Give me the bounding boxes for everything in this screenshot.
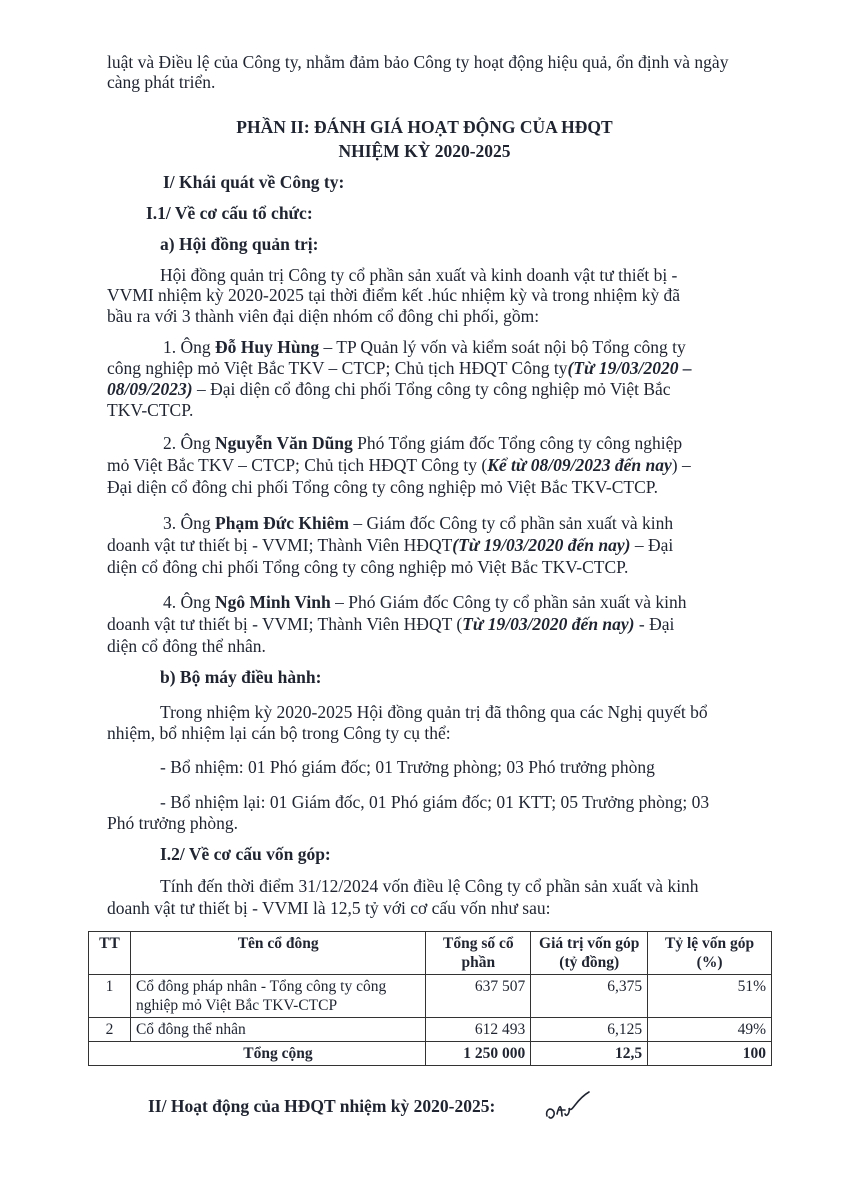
member-3-line-3: diện cổ đông chi phối Tổng công ty công nghiệp mỏ Việt Bắc TKV-CTCP. [107, 557, 629, 577]
member-2-name: Nguyễn Văn Dũng [215, 433, 353, 453]
executive-paragraph-line-2: nhiệm, bổ nhiệm lại cán bộ trong Công ty cụ thể: [107, 723, 451, 743]
member-4-line-2: doanh vật tư thiết bị - VVMI; Thành Viên HĐQT (Từ 19/03/2020 đến nay) - Đại [107, 614, 675, 634]
column-header-shares: Tổng số cổ phần [426, 932, 531, 975]
capital-paragraph-line-1: Tính đến thời điểm 31/12/2024 vốn điều lệ Công ty cổ phần sản xuất và kinh [160, 876, 699, 896]
subsection-title-organization: I.1/ Về cơ cấu tổ chức: [146, 203, 313, 223]
member-3-name: Phạm Đức Khiêm [215, 513, 349, 533]
subsection-title-executive: b) Bộ máy điều hành: [160, 667, 322, 687]
subsection-title-capital: I.2/ Về cơ cấu vốn góp: [160, 844, 331, 864]
member-4-line-1: 4. Ông Ngô Minh Vinh – Phó Giám đốc Công ty cổ phần sản xuất và kinh [163, 592, 687, 612]
executive-paragraph-line-1: Trong nhiệm kỳ 2020-2025 Hội đồng quản trị đã thông qua các Nghị quyết bổ [160, 702, 708, 722]
member-1-line-4: TKV-CTCP. [107, 400, 194, 420]
board-paragraph-line-2: VVMI nhiệm kỳ 2020-2025 tại thời điểm kết .húc nhiệm kỳ và trong nhiệm kỳ đã [107, 285, 681, 305]
part-heading: PHẦN II: ĐÁNH GIÁ HOẠT ĐỘNG CỦA HĐQT [236, 117, 613, 137]
table-header-row [89, 932, 772, 975]
subsection-title-board: a) Hội đồng quản trị: [160, 234, 319, 254]
intro-line-2: càng phát triển. [107, 72, 216, 92]
reappointment-item-line-1: - Bổ nhiệm lại: 01 Giám đốc, 01 Phó giám đốc; 01 KTT; 05 Trưởng phòng; 03 [160, 792, 710, 812]
capital-structure-table [88, 931, 772, 1066]
member-1-line-3: 08/09/2023) – Đại diện cổ đông chi phối Tổng công ty công nghiệp mỏ Việt Bắc [107, 379, 671, 399]
member-3-line-2: doanh vật tư thiết bị - VVMI; Thành Viên HĐQT(Từ 19/03/2020 đến nay) – Đại [107, 535, 674, 555]
total-capital-value: 12,5 [531, 1042, 648, 1066]
member-2-line-2: mỏ Việt Bắc TKV – CTCP; Chủ tịch HĐQT Công ty (Kể từ 08/09/2023 đến nay) – [107, 455, 691, 475]
member-1-line-1: 1. Ông Đỗ Huy Hùng – TP Quản lý vốn và kiểm soát nội bộ Tổng công ty [163, 337, 686, 357]
total-capital-ratio: 100 [648, 1042, 772, 1066]
part-heading-term: NHIỆM KỲ 2020-2025 [338, 141, 511, 161]
member-3-line-1: 3. Ông Phạm Đức Khiêm – Giám đốc Công ty cổ phần sản xuất và kinh [163, 513, 674, 533]
member-4-line-3: diện cổ đông thể nhân. [107, 636, 266, 656]
intro-line-1: luật và Điều lệ của Công ty, nhằm đảm bảo Công ty hoạt động hiệu quả, ổn định và ngày [107, 52, 729, 72]
section-title-overview: I/ Khái quát về Công ty: [163, 172, 345, 192]
table-row: 1 Cổ đông pháp nhân - Tổng công ty công nghiệp mỏ Việt Bắc TKV-CTCP 637 507 6,375 51% [89, 975, 772, 1018]
member-2-line-3: Đại diện cổ đông chi phối Tổng công ty công nghiệp mỏ Việt Bắc TKV-CTCP. [107, 477, 658, 497]
board-paragraph-line-1: Hội đồng quản trị Công ty cổ phần sản xuất và kinh doanh vật tư thiết bị - [160, 265, 678, 285]
appointment-item: - Bổ nhiệm: 01 Phó giám đốc; 01 Trưởng phòng; 03 Phó trưởng phòng [160, 757, 655, 777]
initials-signature [543, 1090, 591, 1126]
member-1-name: Đỗ Huy Hùng [215, 337, 320, 357]
board-paragraph-line-3: bầu ra với 3 thành viên đại diện nhóm cổ đông chi phối, gồm: [107, 306, 540, 326]
table-row: 2 Cổ đông thể nhân 612 493 6,125 49% [89, 1018, 772, 1042]
column-header-capital-value: Giá trị vốn góp (tỷ đồng) [531, 932, 648, 975]
column-header-shareholder: Tên cổ đông [130, 932, 425, 975]
table-total-row [89, 1042, 772, 1066]
member-4-name: Ngô Minh Vinh [215, 592, 331, 612]
member-1-line-2: công nghiệp mỏ Việt Bắc TKV – CTCP; Chủ tịch HĐQT Công ty(Từ 19/03/2020 – [107, 358, 692, 378]
column-header-capital-ratio: Tỷ lệ vốn góp (%) [648, 932, 772, 975]
column-header-tt: TT [89, 932, 131, 975]
member-2-line-1: 2. Ông Nguyễn Văn Dũng Phó Tổng giám đốc Tổng công ty công nghiệp [163, 433, 683, 453]
reappointment-item-line-2: Phó trưởng phòng. [107, 813, 239, 833]
capital-paragraph-line-2: doanh vật tư thiết bị - VVMI là 12,5 tỷ với cơ cấu vốn như sau: [107, 898, 551, 918]
section-title-board-activities: II/ Hoạt động của HĐQT nhiệm kỳ 2020-2025: [148, 1096, 496, 1116]
total-label: Tổng cộng [130, 1042, 425, 1066]
total-shares: 1 250 000 [426, 1042, 531, 1066]
